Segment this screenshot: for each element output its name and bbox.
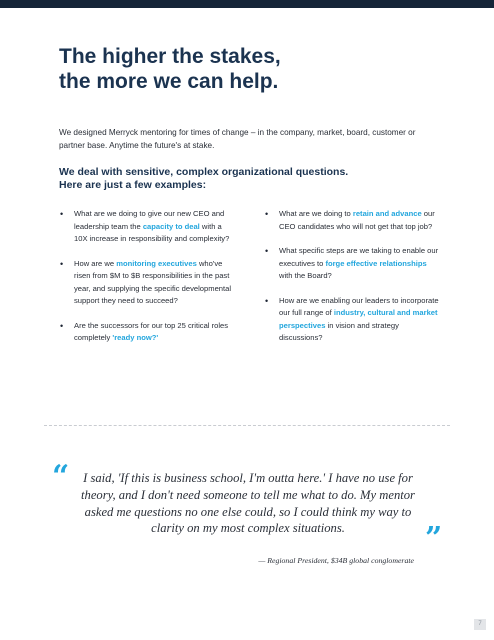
bullet-icon: • xyxy=(60,320,64,331)
question-item xyxy=(59,258,235,308)
bullet-icon: • xyxy=(265,209,269,219)
questions-left-column xyxy=(59,208,235,357)
quote-line: asked me questions no one else could, so I could think my way to xyxy=(84,504,412,519)
question-text: our CEO candidates who will not get that top job? xyxy=(279,209,435,231)
question-item xyxy=(264,245,440,283)
question-text: with a 10X increase in responsibility and complexity? xyxy=(74,221,230,243)
question-text: How are we xyxy=(74,258,117,268)
question-text: who've risen from $M to $B responsibilities in the past year, and supplying the specific developmental support they need to succeed? xyxy=(74,258,232,305)
quote-attribution: — Regional President, $34B global conglomerate xyxy=(258,556,414,565)
dashed-divider xyxy=(44,425,450,426)
question-text: Are the successors for our top 25 critical roles completely xyxy=(74,320,229,342)
open-quote-icon: “ xyxy=(52,459,70,494)
question-item xyxy=(59,208,235,246)
page-number: 7 xyxy=(474,619,486,630)
questions-right-column xyxy=(264,208,440,357)
highlighted-phrase: forge effective relationships xyxy=(325,258,427,268)
quote-line: clarity on my most complex situations. xyxy=(151,521,345,536)
page-headline xyxy=(59,44,459,94)
bullet-icon: • xyxy=(60,209,64,219)
highlighted-phrase: capacity to deal xyxy=(142,221,200,231)
testimonial-quote xyxy=(72,470,424,537)
question-text: What specific steps are we taking to enable our executives to xyxy=(279,246,439,268)
headline-line-1: The higher the stakes, xyxy=(59,45,281,68)
bullet-icon: • xyxy=(265,246,269,256)
question-text: with the Board? xyxy=(279,271,332,280)
question-text: What are we doing to xyxy=(279,209,353,218)
bullet-icon: • xyxy=(265,295,269,306)
quote-line: theory, and I don't need someone to tell me what to do. My mentor xyxy=(81,487,415,502)
highlighted-phrase: 'ready now?' xyxy=(112,333,159,342)
highlighted-phrase: retain and advance xyxy=(352,209,422,218)
intro-paragraph: We designed Merryck mentoring for times of change – in the company, market, board, customer or partner base. Anytime the future's at stake. xyxy=(59,128,416,150)
question-text: What are we doing to give our new CEO and leadership team the xyxy=(74,209,225,231)
question-item xyxy=(264,295,440,345)
subhead-line-2: Here are just a few examples: xyxy=(59,179,207,191)
question-item xyxy=(264,208,440,233)
quote-line: I said, 'If this is business school, I'm outta here.' I have no use for xyxy=(83,471,413,485)
highlighted-phrase: monitoring executives xyxy=(116,258,197,268)
top-bar xyxy=(0,0,494,8)
examples-subheading xyxy=(59,166,439,192)
question-text: in vision and strategy discussions? xyxy=(279,320,399,342)
highlighted-phrase: industry, cultural and market perspectives xyxy=(279,308,438,330)
question-text: How are we enabling our leaders to incorporate our full range of xyxy=(279,295,439,317)
question-item xyxy=(59,320,235,345)
subhead-line-1: We deal with sensitive, complex organizational questions. xyxy=(59,166,349,178)
headline-line-2: the more we can help. xyxy=(59,70,279,93)
bullet-icon: • xyxy=(60,258,64,269)
close-quote-icon: ” xyxy=(425,521,443,556)
